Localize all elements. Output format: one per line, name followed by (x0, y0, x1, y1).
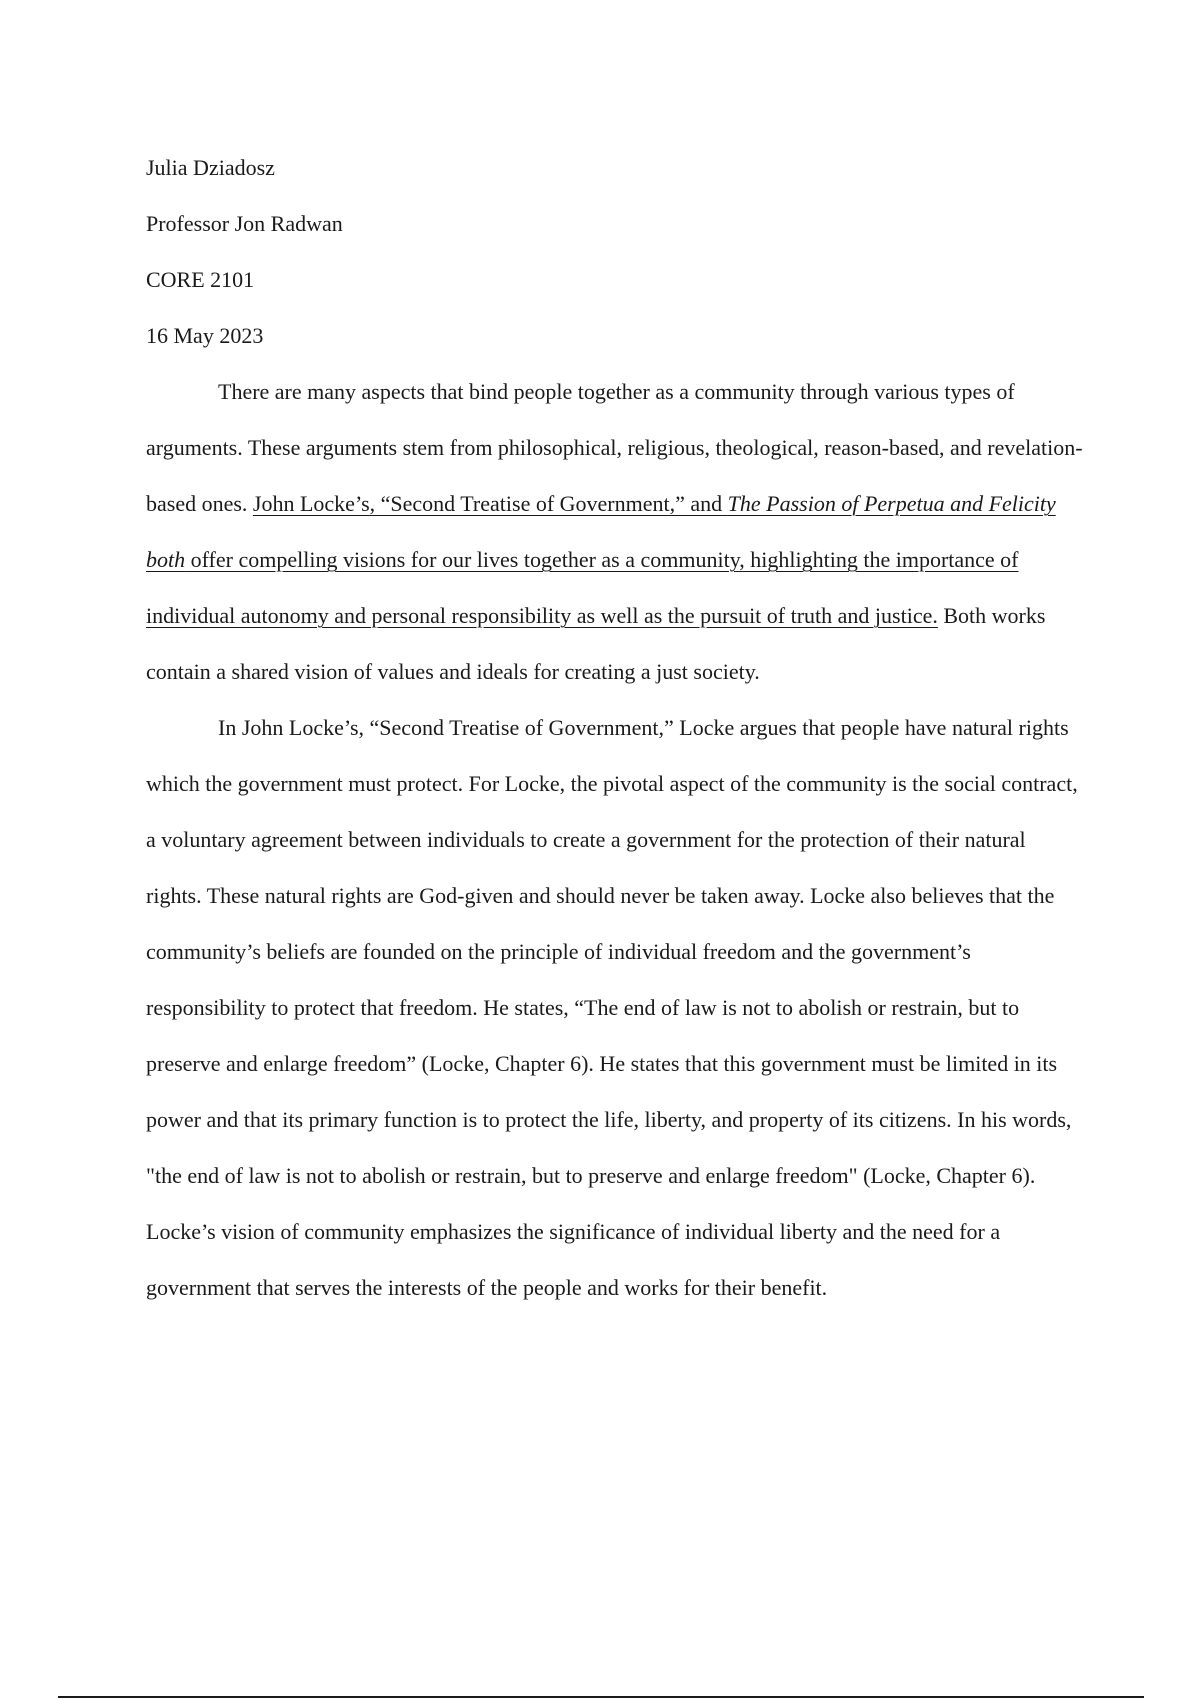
document-body (146, 140, 1086, 1316)
paragraph-intro (146, 364, 1086, 700)
intro-text: There are many aspects that bind people together as a community through various types of arguments. These arguments stem from philosophical, religious, theological, reason-based, and revelation-based ones. (146, 379, 1083, 516)
intro-closing-text: Both works contain a shared vision of values and ideals for creating a just society. (146, 603, 1046, 684)
essay-date: 16 May 2023 (146, 323, 264, 348)
thesis-work-title: The Passion of Perpetua and Felicity both (146, 491, 1056, 572)
page-bottom-rule (58, 1696, 1144, 1698)
paragraph-locke: In John Locke’s, “Second Treatise of Government,” Locke argues that people have natural rights which the government must protect. For Locke, the pivotal aspect of the community is the social contract, a voluntary agreement between individuals to create a government for the protection of their natural rights. These natural rights are God-given and should never be taken away. Locke also believes that the community’s beliefs are founded on the principle of individual freedom and the government’s responsibility to protect that freedom. He states, “The end of law is not to abolish or restrain, but to preserve and enlarge freedom” (Locke, Chapter 6). He states that this government must be limited in its power and that its primary function is to protect the life, liberty, and property of its citizens. In his words, "the end of law is not to abolish or restrain, but to preserve and enlarge freedom" (Locke, Chapter 6). Locke’s vision of community emphasizes the significance of individual liberty and the need for a government that serves the interests of the people and works for their benefit. (146, 715, 1078, 1300)
thesis-statement (146, 491, 1056, 628)
thesis-text-end: offer compelling visions for our lives together as a community, highlighting the importance of individual autonomy and personal responsibility as well as the pursuit of truth and justice. (146, 547, 1019, 628)
author-name: Julia Dziadosz (146, 155, 275, 180)
thesis-text-start: John Locke’s, “Second Treatise of Government,” and (252, 491, 728, 516)
course-code: CORE 2101 (146, 267, 255, 292)
instructor-name: Professor Jon Radwan (146, 211, 343, 236)
